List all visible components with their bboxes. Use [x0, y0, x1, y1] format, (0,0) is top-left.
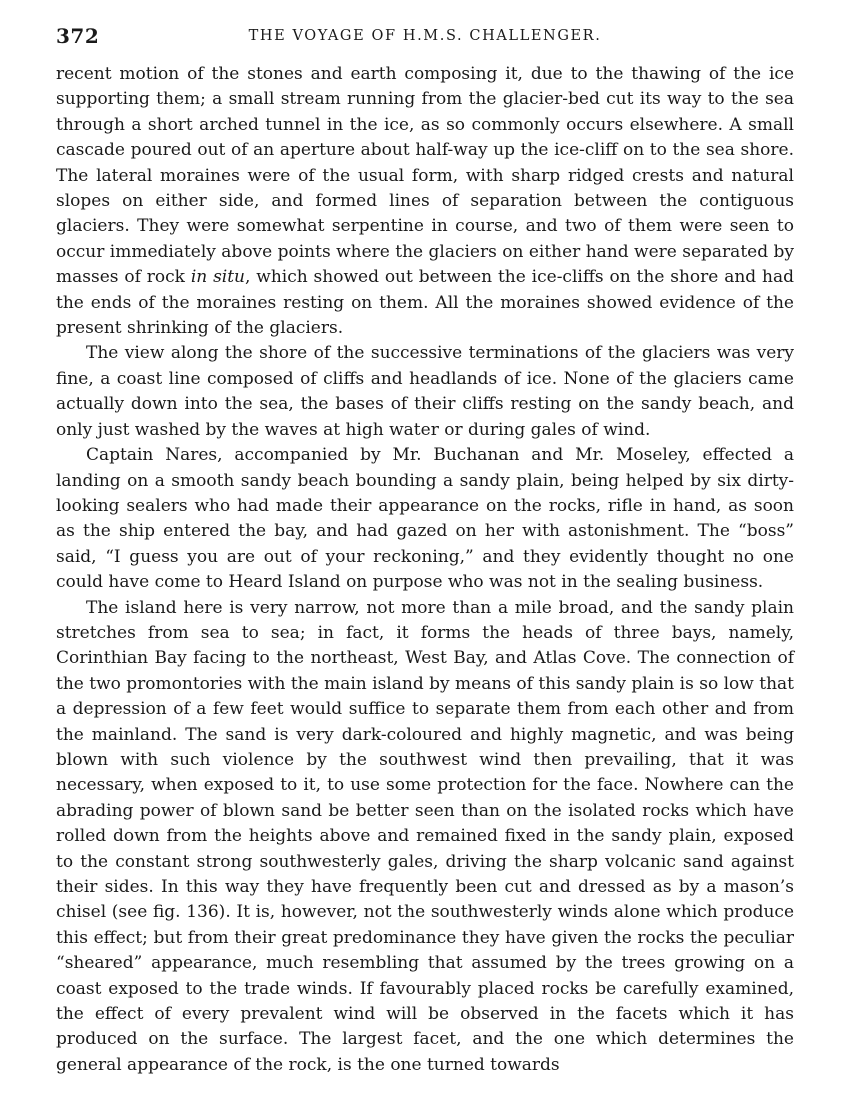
italic-term: in situ: [190, 267, 246, 288]
running-head: [56, 22, 794, 54]
paragraph-glacier-moraines: [56, 62, 794, 341]
paragraph-text: , which showed out between the ice-cliffs on the shore and had the ends of the moraines resting on them. All the moraines showed evidence of the present shrinking of the glaciers.: [56, 267, 795, 339]
paragraph-text: recent motion of the stones and earth composing it, due to the thawing of the ice supporting them; a small stream running from the glacier-bed cut its way to the sea through a short arched tunnel in the ice, as so commonly occurs elsewhere. A small cascade poured out of an aperture about half-way up the ice-cliff on to the sea shore. The lateral moraines were of the usual form, with sharp ridged crests and natural slopes on either side, and formed lines of separation between the contiguous glaciers. They were somewhat serpentine in course, and two of them were seen to occur immediately above points where the glaciers on either hand were separated by masses of rock: [56, 64, 794, 288]
running-title: THE VOYAGE OF H.M.S. CHALLENGER.: [248, 28, 602, 44]
paragraph-shore-view: The view along the shore of the successive terminations of the glaciers was very fine, a coast line composed of cliffs and headlands of ice. None of the glaciers came actually down into the sea, the bases of their cliffs resting on the sandy beach, and only just washed by the waves at high water or during gales of wind.: [56, 343, 794, 440]
paragraph-landing: Captain Nares, accompanied by Mr. Buchanan and Mr. Moseley, effected a landing on a smooth sandy beach bounding a sandy plain, being helped by six dirty-looking sealers who had made their appearance on the rocks, rifle in hand, as soon as the ship entered the bay, and had gazed on her with astonishment. The “boss” said, “I guess you are out of your reckoning,” and they evidently thought no one could have come to Heard Island on purpose who was not in the sealing business.: [56, 445, 794, 593]
body-text: [56, 62, 794, 1078]
paragraph-sandy-plain: The island here is very narrow, not more than a mile broad, and the sandy plain stretches from sea to sea; in fact, it forms the heads of three bays, namely, Corinthian Bay facing to the northeast, West Bay, and Atlas Cove. The connection of the two promontories with the main island by means of this sandy plain is so low that a depression of a few feet would suffice to separate them from each other and from the mainland. The sand is very dark-coloured and highly magnetic, and was being blown with such violence by the southwest wind then prevailing, that it was necessary, when exposed to it, to use some protection for the face. Nowhere can the abrading power of blown sand be better seen than on the isolated rocks which have rolled down from the heights above and remained fixed in the sandy plain, exposed to the constant strong southwesterly gales, driving the sharp volcanic sand against their sides. In this way they have frequently been cut and dressed as by a mason’s chisel (see fig. 136). It is, however, not the southwesterly winds alone which produce this effect; but from their great predominance they have given the rocks the peculiar “sheared” appearance, much resembling that assumed by the trees growing on a coast exposed to the trade winds. If favourably placed rocks be carefully examined, the effect of every prevalent wind will be observed in the facets which it has produced on the surface. The largest facet, and the one which determines the general appearance of the rock, is the one turned towards: [56, 597, 794, 1075]
page-number: 372: [56, 24, 100, 48]
